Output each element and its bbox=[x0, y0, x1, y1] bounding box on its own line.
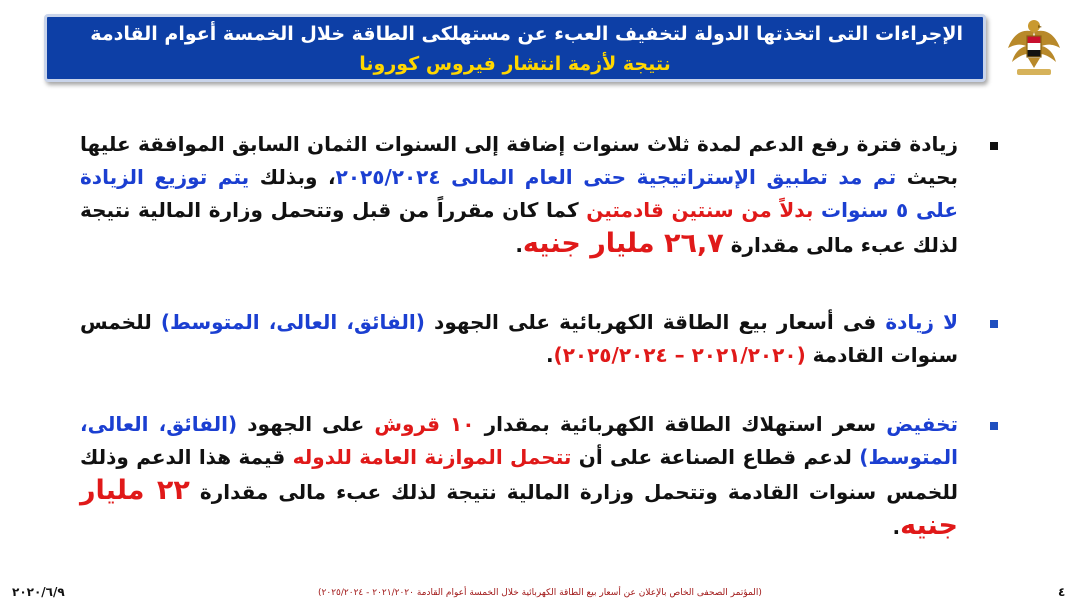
bullet3-part-4: على الجهود bbox=[237, 412, 375, 436]
bullet-item-3 bbox=[80, 408, 998, 544]
bullet1-part-4: يتم توزيع الزيادة على ٥ سنوات bbox=[80, 165, 958, 222]
bullet1-part-9: . bbox=[515, 233, 523, 257]
bullet2-part-4: للخمس سنوات القادمة bbox=[80, 310, 958, 367]
bullet3-amount: ٢٢ مليار جنيه bbox=[80, 475, 958, 541]
slide-title-line1: الإجراءات التى اتخذتها الدولة لتخفيف العبء عن مستهلكى الطاقة خلال الخمسة أعوام القادمة bbox=[90, 23, 963, 45]
bullet3-part-5: (الفائق، العالى، المتوسط) bbox=[80, 412, 958, 469]
egypt-eagle-emblem-icon bbox=[1005, 14, 1063, 78]
bullet3-part-3: ١٠ قروش bbox=[374, 412, 475, 436]
bullet1-part-1: زيادة فترة رفع الدعم لمدة ثلاث سنوات إضافة إلى السنوات الثمان السابق الموافقة عليها بحيث bbox=[80, 132, 958, 189]
slide-title-line2: نتيجة لأزمة انتشار فيروس كورونا bbox=[359, 53, 671, 75]
bullet3-part-1: تخفيض bbox=[886, 412, 959, 436]
bullet3-part-6: لدعم قطاع الصناعة على أن bbox=[571, 445, 860, 469]
bullet3-part-2: سعر استهلاك الطاقة الكهربائية بمقدار bbox=[474, 412, 887, 436]
bullet3-part-10: . bbox=[892, 515, 901, 539]
bullet-square-icon bbox=[990, 142, 998, 150]
bullet2-part-6: . bbox=[545, 343, 554, 367]
bullet2-part-3: (الفائق، العالى، المتوسط) bbox=[160, 310, 425, 334]
bullet3-part-7: تتحمل الموازنة العامة للدوله bbox=[292, 445, 572, 469]
bullet-text bbox=[80, 408, 958, 544]
bullet1-part-2: تم مد تطبيق الإستراتيجية حتى العام المالى ٢٠٢٥/٢٠٢٤ bbox=[335, 165, 897, 189]
bullet2-part-1: لا زيادة bbox=[885, 310, 958, 334]
bullet1-part-3: ، وبذلك bbox=[249, 165, 336, 189]
slide-title-banner bbox=[44, 14, 986, 82]
bullet1-part-7: كما كان مقرراً من قبل وتتحمل وزارة المالية نتيجة لذلك عبء مالى مقدارة bbox=[80, 198, 958, 257]
footer-caption: (المؤتمر الصحفى الخاص بالإعلان عن أسعار بيع الطاقة الكهربائية خلال الخمسة أعوام القادمة ٢٠٢١/٢٠٢٠ - ٢٠٢٥/٢٠٢٤) bbox=[318, 588, 762, 598]
bullet1-amount: ٢٦,٧ مليار جنيه bbox=[522, 228, 724, 259]
bullet2-part-2: فى أسعار بيع الطاقة الكهربائية على الجهود bbox=[424, 310, 886, 334]
bullet-text bbox=[80, 128, 958, 262]
bullet-square-icon bbox=[990, 422, 998, 430]
bullet-square-icon bbox=[990, 320, 998, 328]
bullet2-part-5: (٢٠٢١/٢٠٢٠ – ٢٠٢٥/٢٠٢٤) bbox=[553, 343, 806, 367]
bullet1-part-5: بدلاً من bbox=[733, 198, 822, 222]
bullet-item-2 bbox=[80, 306, 998, 372]
bullet1-part-6: سنتين قادمتين bbox=[586, 198, 734, 222]
bullet-text bbox=[80, 306, 958, 372]
page-number: ٤ bbox=[1058, 585, 1066, 599]
footer-date: ٢٠٢٠/٦/٩ bbox=[12, 585, 65, 599]
bullet-item-1 bbox=[80, 128, 998, 262]
bullet3-part-8: قيمة هذا الدعم وذلك للخمس سنوات القادمة وتتحمل وزارة المالية نتيجة لذلك عبء مالى مقدارة bbox=[80, 445, 958, 504]
